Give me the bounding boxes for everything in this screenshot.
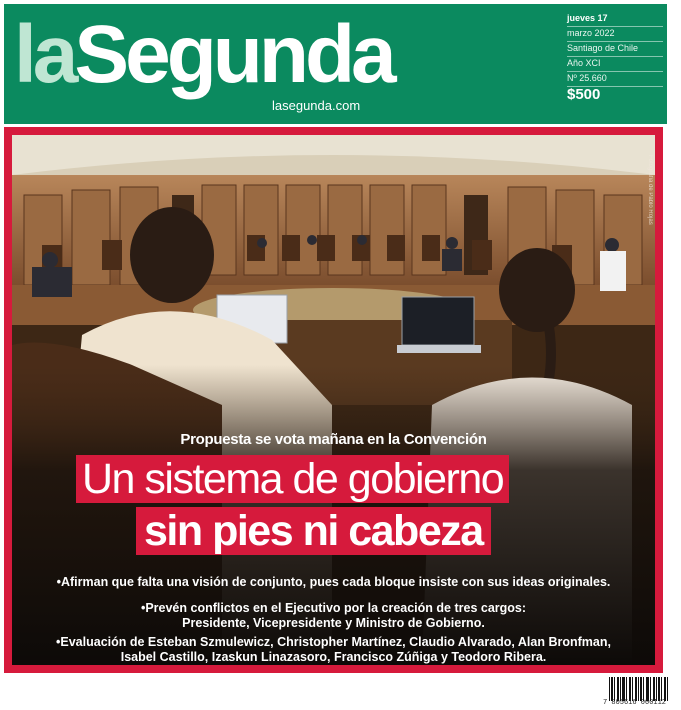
cover-frame — [4, 127, 663, 673]
bullet-3-line-2: Isabel Castillo, Izaskun Linazasoro, Francisco Zúñiga y Teodoro Ribera. — [120, 650, 547, 664]
edition-day: jueves 17 — [567, 12, 663, 27]
photo-credit: Fotografía de Pablo Rojas — [647, 155, 653, 225]
edition-number: Nº 25.660 — [567, 72, 663, 87]
bullet-3-line-1: •Evaluación de Esteban Szmulewicz, Christopher Martínez, Claudio Alvarado, Alan Bronfman, — [56, 635, 611, 649]
cover-kicker: Propuesta se vota mañana en la Convención — [180, 431, 487, 448]
bullet-2-line-1: •Prevén conflictos en el Ejecutivo por la creación de tres cargos: — [140, 601, 527, 615]
masthead — [4, 4, 667, 124]
edition-info — [567, 12, 663, 102]
bullet-2-line-2: Presidente, Vicepresidente y Ministro de Gobierno. — [182, 616, 485, 630]
newspaper-logo: laSegunda — [14, 9, 393, 100]
bullet-1: •Afirman que falta una visión de conjunto, pues cada bloque insiste con sus ideas originales. — [56, 575, 611, 589]
edition-year: Año XCI — [567, 57, 663, 72]
bullet-3 — [12, 635, 655, 665]
bullet-2 — [12, 601, 655, 631]
website-link[interactable]: lasegunda.com — [272, 98, 361, 113]
barcode-icon — [609, 677, 669, 701]
edition-price: $500 — [567, 86, 601, 103]
headline-line-1: Un sistema de gobierno — [76, 455, 509, 503]
edition-city: Santiago de Chile — [567, 42, 663, 57]
headline-line-2: sin pies ni cabeza — [136, 507, 491, 555]
edition-month: marzo 2022 — [567, 27, 663, 42]
cover-photo — [12, 135, 655, 665]
barcode-number: 7 805616 000112 — [603, 699, 667, 707]
